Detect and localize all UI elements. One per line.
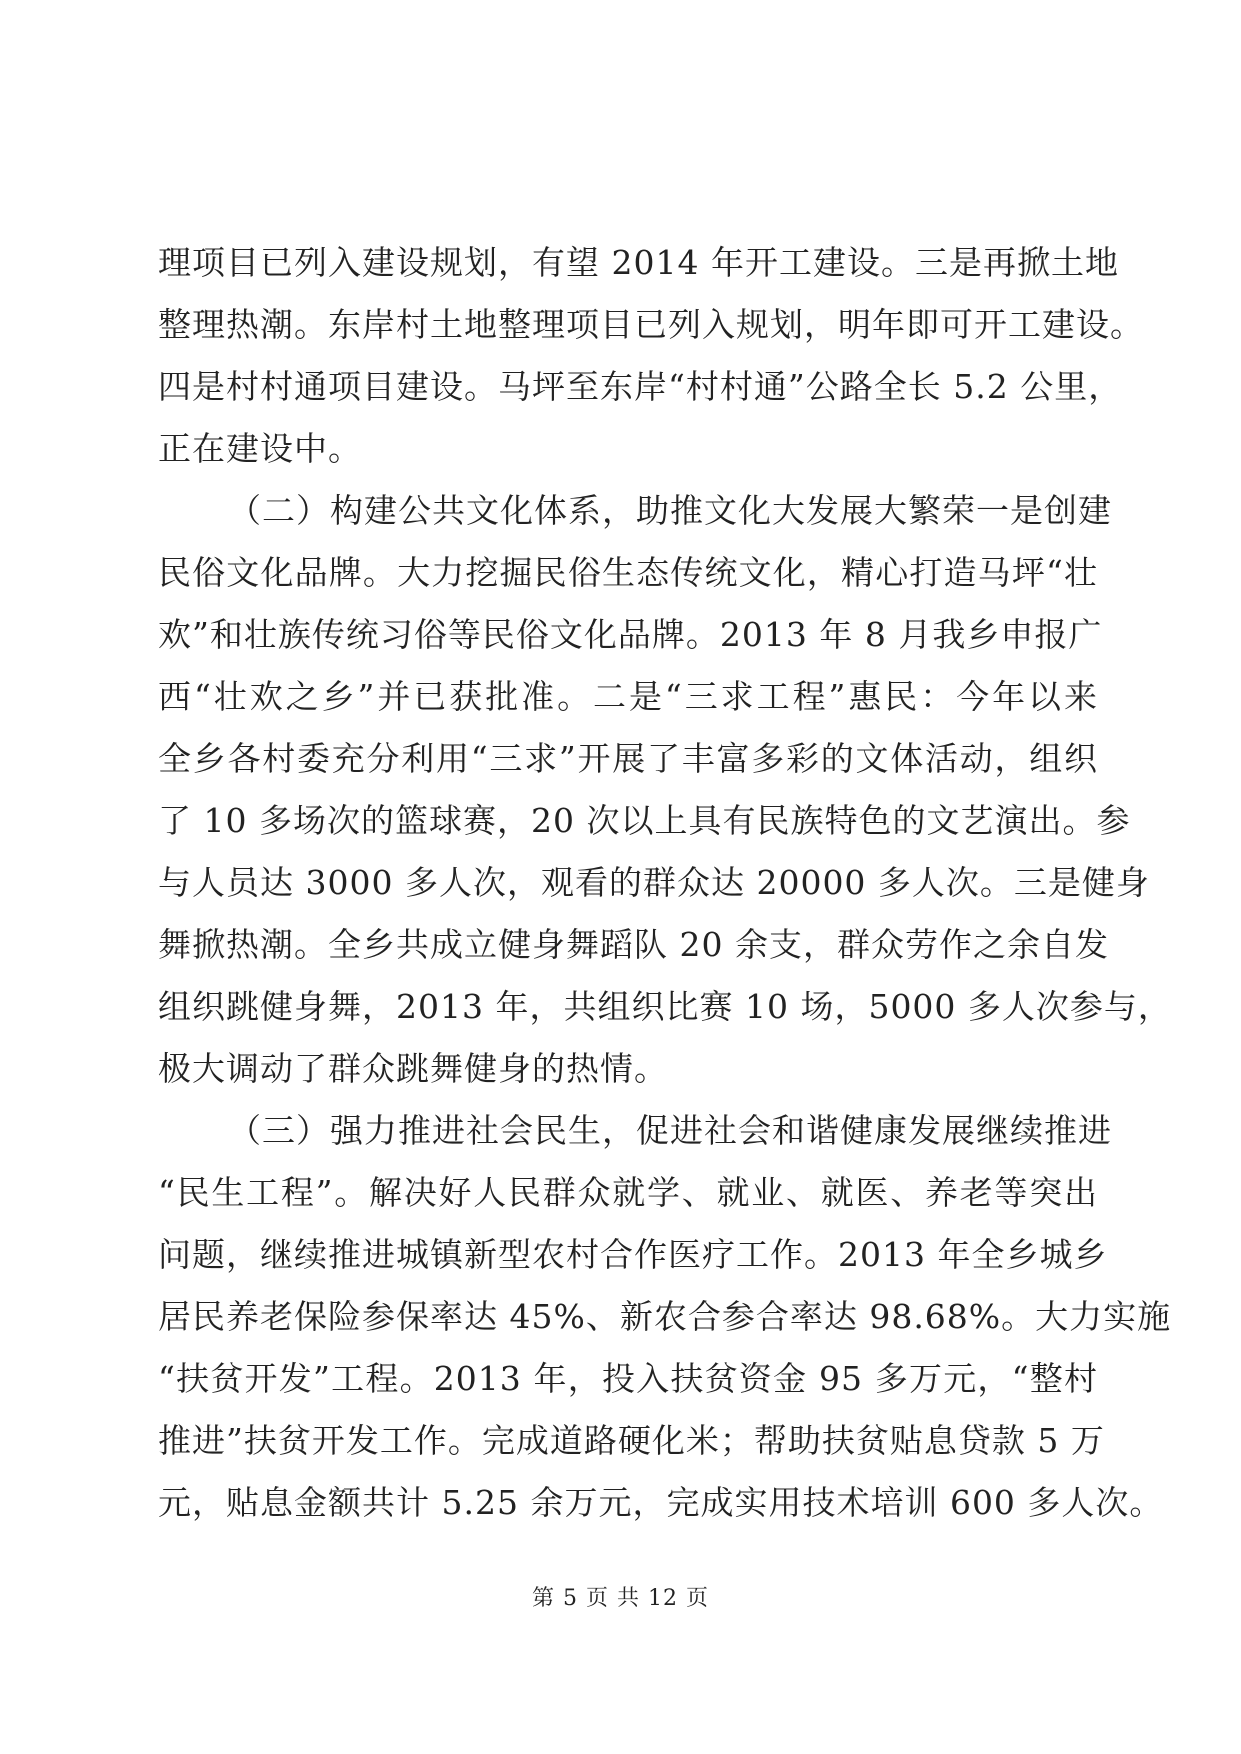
paragraph-public-culture: [158, 480, 1172, 1100]
text-line: 舞掀热潮。全乡共成立健身舞蹈队 20 余支，群众劳作之余自发: [158, 925, 1109, 964]
text-line: 民俗文化品牌。大力挖掘民俗生态传统文化，精心打造马坪“壮: [158, 553, 1098, 592]
paragraph-land-projects: [158, 232, 1144, 480]
text-line: 了 10 多场次的篮球赛，20 次以上具有民族特色的文艺演出。参: [158, 801, 1131, 840]
text-line: 居民养老保险参保率达 45%、新农合参合率达 98.68%。大力实施: [158, 1297, 1172, 1336]
text-line: 理项目已列入建设规划，有望 2014 年开工建设。三是再掀土地: [158, 243, 1119, 282]
paragraph-social-welfare: [158, 1100, 1172, 1534]
text-line: （三）强力推进社会民生，促进社会和谐健康发展继续推进: [228, 1111, 1112, 1150]
text-line: （二）构建公共文化体系，助推文化大发展大繁荣一是创建: [228, 491, 1112, 530]
document-body: [158, 232, 1172, 1534]
text-line: 组织跳健身舞，2013 年，共组织比赛 10 场，5000 多人次参与，: [158, 987, 1172, 1026]
text-line: 与人员达 3000 多人次，观看的群众达 20000 多人次。三是健身: [158, 863, 1150, 902]
text-line: 全乡各村委充分利用“三求”开展了丰富多彩的文体活动，组织: [158, 739, 1098, 778]
text-line: 问题，继续推进城镇新型农村合作医疗工作。2013 年全乡城乡: [158, 1235, 1108, 1274]
text-line: 欢”和壮族传统习俗等民俗文化品牌。2013 年 8 月我乡申报广: [158, 615, 1103, 654]
text-line: 整理热潮。东岸村土地整理项目已列入规划，明年即可开工建设。: [158, 305, 1144, 344]
text-line: 推进”扶贫开发工作。完成道路硬化米；帮助扶贫贴息贷款 5 万: [158, 1421, 1105, 1460]
text-line: 正在建设中。: [158, 429, 362, 468]
text-line: “扶贫开发”工程。2013 年，投入扶贫资金 95 多万元，“整村: [158, 1359, 1098, 1398]
text-line: 极大调动了群众跳舞健身的热情。: [158, 1049, 668, 1088]
text-line: 元，贴息金额共计 5.25 余万元，完成实用技术培训 600 多人次。: [158, 1483, 1164, 1522]
text-line: 四是村村通项目建设。马坪至东岸“村村通”公路全长 5.2 公里，: [158, 367, 1123, 406]
page-number-footer: 第 5 页 共 12 页: [532, 1586, 709, 1611]
text-line: 西“壮欢之乡”并已获批准。二是“三求工程”惠民：今年以来: [158, 677, 1098, 716]
text-line: “民生工程”。解决好人民群众就学、就业、就医、养老等突出: [158, 1173, 1098, 1212]
